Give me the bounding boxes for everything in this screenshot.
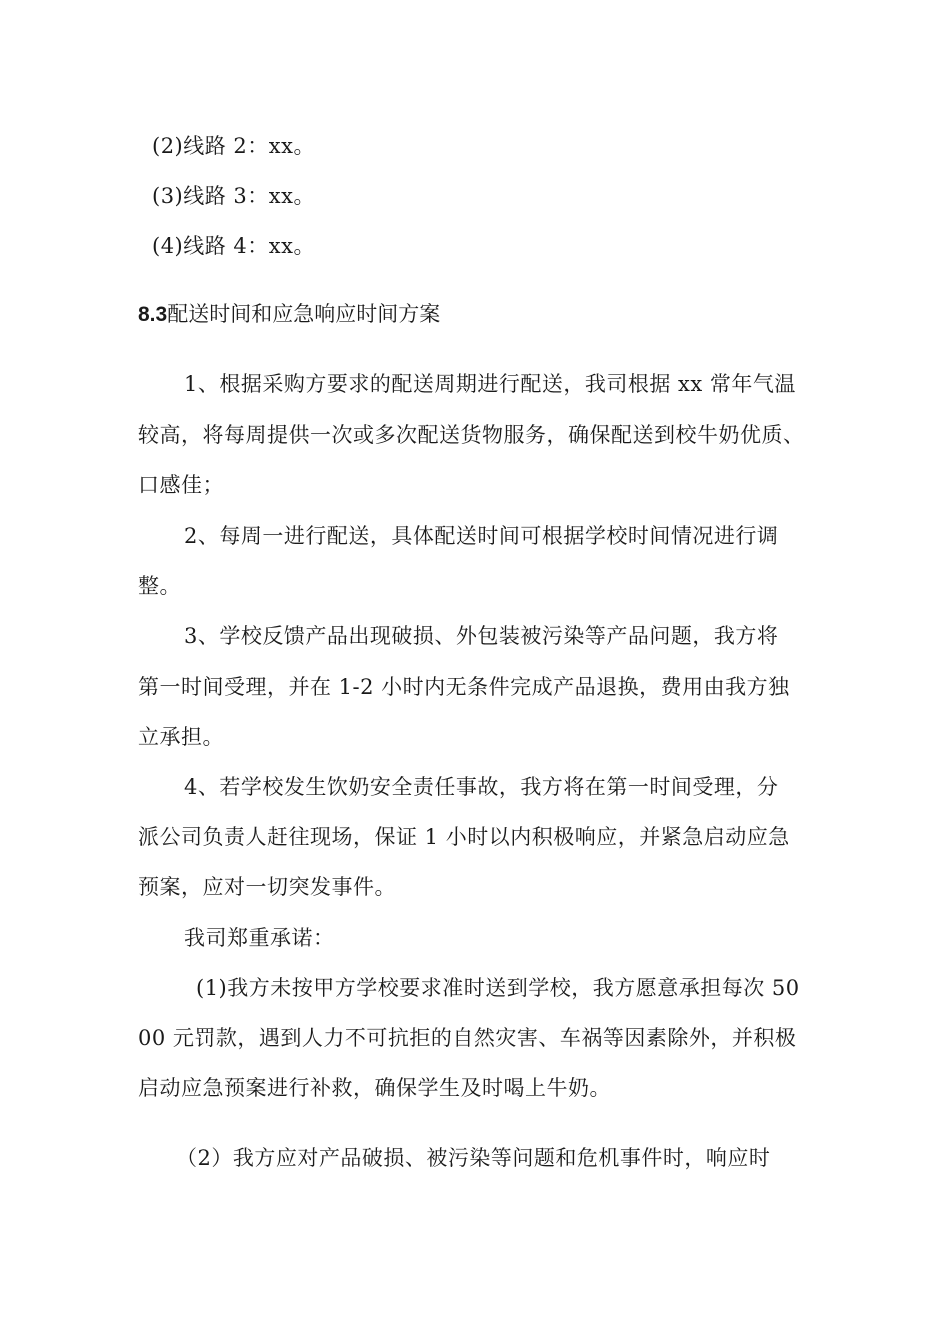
paragraph-2-line-2: 整。 (138, 574, 181, 598)
section-heading (138, 302, 440, 327)
promise-intro: 我司郑重承诺： (184, 926, 335, 950)
paragraph-1-line-3: 口感佳； (138, 473, 224, 497)
promise-1-line-1: (1)我方未按甲方学校要求准时送到学校，我方愿意承担每次 50 (196, 976, 800, 1000)
section-number: 8.3 (138, 303, 168, 326)
paragraph-3-line-1: 3、学校反馈产品出现破损、外包装被污染等产品问题，我方将 (184, 624, 779, 648)
route-line-3: (3)线路 3：xx。 (152, 184, 315, 208)
section-title: 配送时间和应急响应时间方案 (167, 302, 441, 326)
paragraph-3-line-2: 第一时间受理，并在 1-2 小时内无条件完成产品退换，费用由我方独 (138, 675, 790, 699)
paragraph-3-line-3: 立承担。 (138, 725, 224, 749)
promise-2-line-1: （2）我方应对产品破损、被污染等问题和危机事件时，响应时 (176, 1146, 771, 1170)
paragraph-4-line-3: 预案，应对一切突发事件。 (138, 875, 396, 899)
paragraph-4-line-1: 4、若学校发生饮奶安全责任事故，我方将在第一时间受理，分 (184, 775, 779, 799)
route-line-2: (2)线路 2：xx。 (152, 134, 315, 158)
promise-1-line-3: 启动应急预案进行补救，确保学生及时喝上牛奶。 (138, 1076, 611, 1100)
paragraph-1-line-1: 1、根据采购方要求的配送周期进行配送，我司根据 xx 常年气温 (184, 372, 796, 396)
paragraph-2-line-1: 2、每周一进行配送，具体配送时间可根据学校时间情况进行调 (184, 524, 779, 548)
route-line-4: (4)线路 4：xx。 (152, 234, 315, 258)
promise-1-line-2: 00 元罚款，遇到人力不可抗拒的自然灾害、车祸等因素除外，并积极 (138, 1026, 797, 1050)
paragraph-1-line-2: 较高，将每周提供一次或多次配送货物服务，确保配送到校牛奶优质、 (138, 423, 805, 447)
paragraph-4-line-2: 派公司负责人赶往现场，保证 1 小时以内积极响应，并紧急启动应急 (138, 825, 790, 849)
